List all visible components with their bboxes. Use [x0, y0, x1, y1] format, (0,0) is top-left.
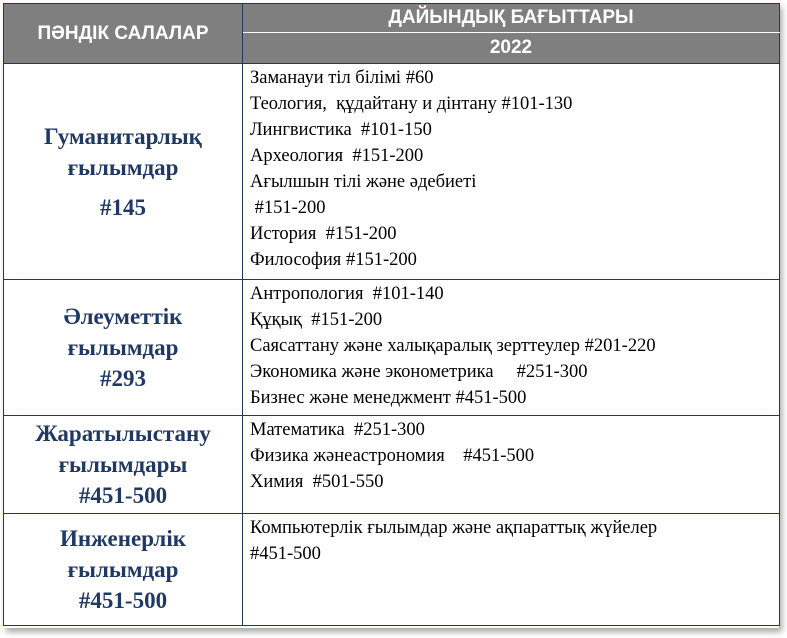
direction-item: Философия #151-200 — [250, 250, 417, 270]
direction-item: Лингвистика #101-150 — [250, 120, 432, 140]
direction-item: Құқық #151-200 — [250, 310, 383, 330]
field-name-line2: ғылымдар — [67, 335, 179, 360]
table-row-humanities — [4, 64, 780, 280]
field-rank: #293 — [100, 366, 146, 391]
field-name-line2: ғылымдар — [67, 557, 179, 582]
rankings-table — [3, 3, 780, 626]
field-cell — [4, 64, 243, 280]
directions-cell — [243, 280, 780, 416]
direction-item: Саясаттану және халықаралық зерттеулер #201-220 — [250, 336, 656, 356]
field-cell — [4, 514, 243, 626]
field-rank: #451-500 — [78, 483, 168, 508]
direction-item: Бизнес және менеджмент #451-500 — [250, 388, 527, 408]
field-name-line1: Инженерлік — [60, 526, 186, 551]
field-name-line1: Әлеуметтік — [63, 304, 183, 329]
direction-item: Компьютерлік ғылымдар және ақпараттық жүйелер — [250, 518, 658, 538]
directions-cell — [243, 64, 780, 280]
direction-item: Теология, құдайтану и дінтану #101-130 — [250, 94, 573, 114]
direction-item: Антропология #101-140 — [250, 284, 444, 304]
direction-item: Экономика және эконометрика #251-300 — [250, 362, 588, 382]
field-name-line1: Гуманитарлық — [44, 123, 202, 149]
field-name-line2: ғылымдар — [67, 154, 179, 180]
direction-item: Физика жәнеастрономия #451-500 — [250, 446, 535, 466]
directions-cell — [243, 416, 780, 514]
table-row-social — [4, 280, 780, 416]
rankings-table-frame — [3, 3, 779, 628]
direction-item: #151-200 — [250, 198, 326, 218]
direction-item: Ағылшын тілі және әдебиеті — [250, 172, 477, 192]
field-rank: #451-500 — [78, 588, 168, 613]
direction-item: Археология #151-200 — [250, 146, 424, 166]
header-directions: ДАЙЫНДЫҚ БАҒЫТТАРЫ — [243, 4, 780, 33]
header-year: 2022 — [243, 33, 780, 64]
direction-item: Химия #501-550 — [250, 472, 384, 492]
direction-item: Заманауи тіл білімі #60 — [250, 68, 434, 88]
table-row-natural — [4, 416, 780, 514]
direction-item: Математика #251-300 — [250, 420, 425, 440]
field-cell — [4, 416, 243, 514]
header-fields: ПӘНДІК САЛАЛАР — [4, 4, 243, 64]
direction-item: История #151-200 — [250, 224, 397, 244]
direction-item: #451-500 — [250, 544, 321, 564]
field-name-line1: Жаратылыстану — [35, 421, 211, 446]
field-cell — [4, 280, 243, 416]
field-rank: #145 — [100, 194, 146, 220]
field-name-line2: ғылымдары — [58, 452, 188, 477]
table-row-engineering — [4, 514, 780, 626]
header-row — [4, 4, 780, 33]
directions-cell — [243, 514, 780, 626]
